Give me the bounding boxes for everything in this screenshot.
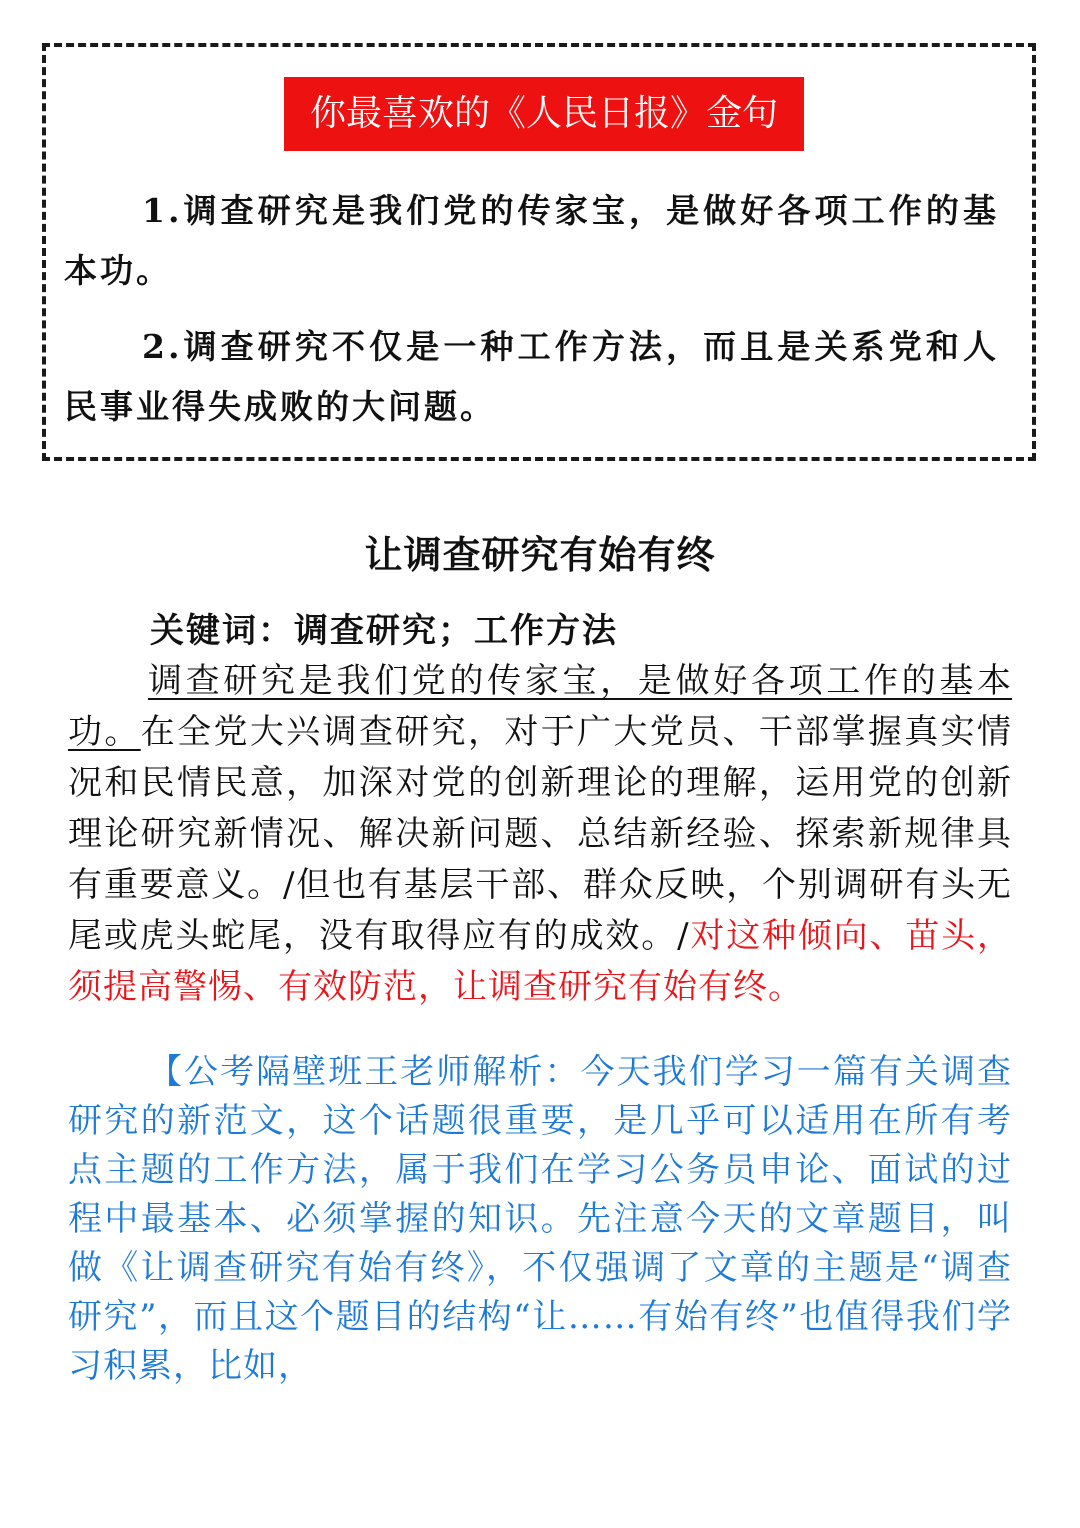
article-paragraph [68,656,1012,1013]
quote-item-1: 1.调查研究是我们党的传家宝，是做好各项工作的基本功。 [64,191,999,290]
quote-box-title: 你最喜欢的《人民日报》金句 [284,77,804,151]
article-keywords: 关键词：调查研究；工作方法 [150,611,618,651]
paragraph-body: 在全党大兴调查研究，对于广大党员、干部掌握真实情况和民情民意，加深对党的创新理论的理解，运用党的创新理论研究新情况、解决新问题、总结新经验、探索新规律具有重要意义。/但也有基层干部、群众反映，个别调研有头无尾或虎头蛇尾，没有取得应有的成效。/ [68,712,1013,956]
golden-quotes-box [42,43,1036,461]
underlined-lead-sentence: 调查研究是我们党的传家宝，是做好各项工作的基本功。 [68,661,1012,752]
article-title: 让调查研究有始有终 [364,532,716,577]
highlighted-sentence: 对这种倾向、苗头，须提高警惕、有效防范，让调查研究有始有终。 [68,916,1012,1007]
quote-item-2: 2.调查研究不仅是一种工作方法，而且是关系党和人民事业得失成败的大问题。 [64,327,999,426]
teacher-analysis: 【公考隔壁班王老师解析：今天我们学习一篇有关调查研究的新范文，这个话题很重要，是几乎可以适用在所有考点主题的工作方法，属于我们在学习公务员申论、面试的过程中最基本、必须掌握的知识。先注意今天的文章题目，叫做《让调查研究有始有终》，不仅强调了文章的主题是“调查研究”，而且这个题目的结构“让……有始有终”也值得我们学习积累，比如， [68,1052,1012,1386]
